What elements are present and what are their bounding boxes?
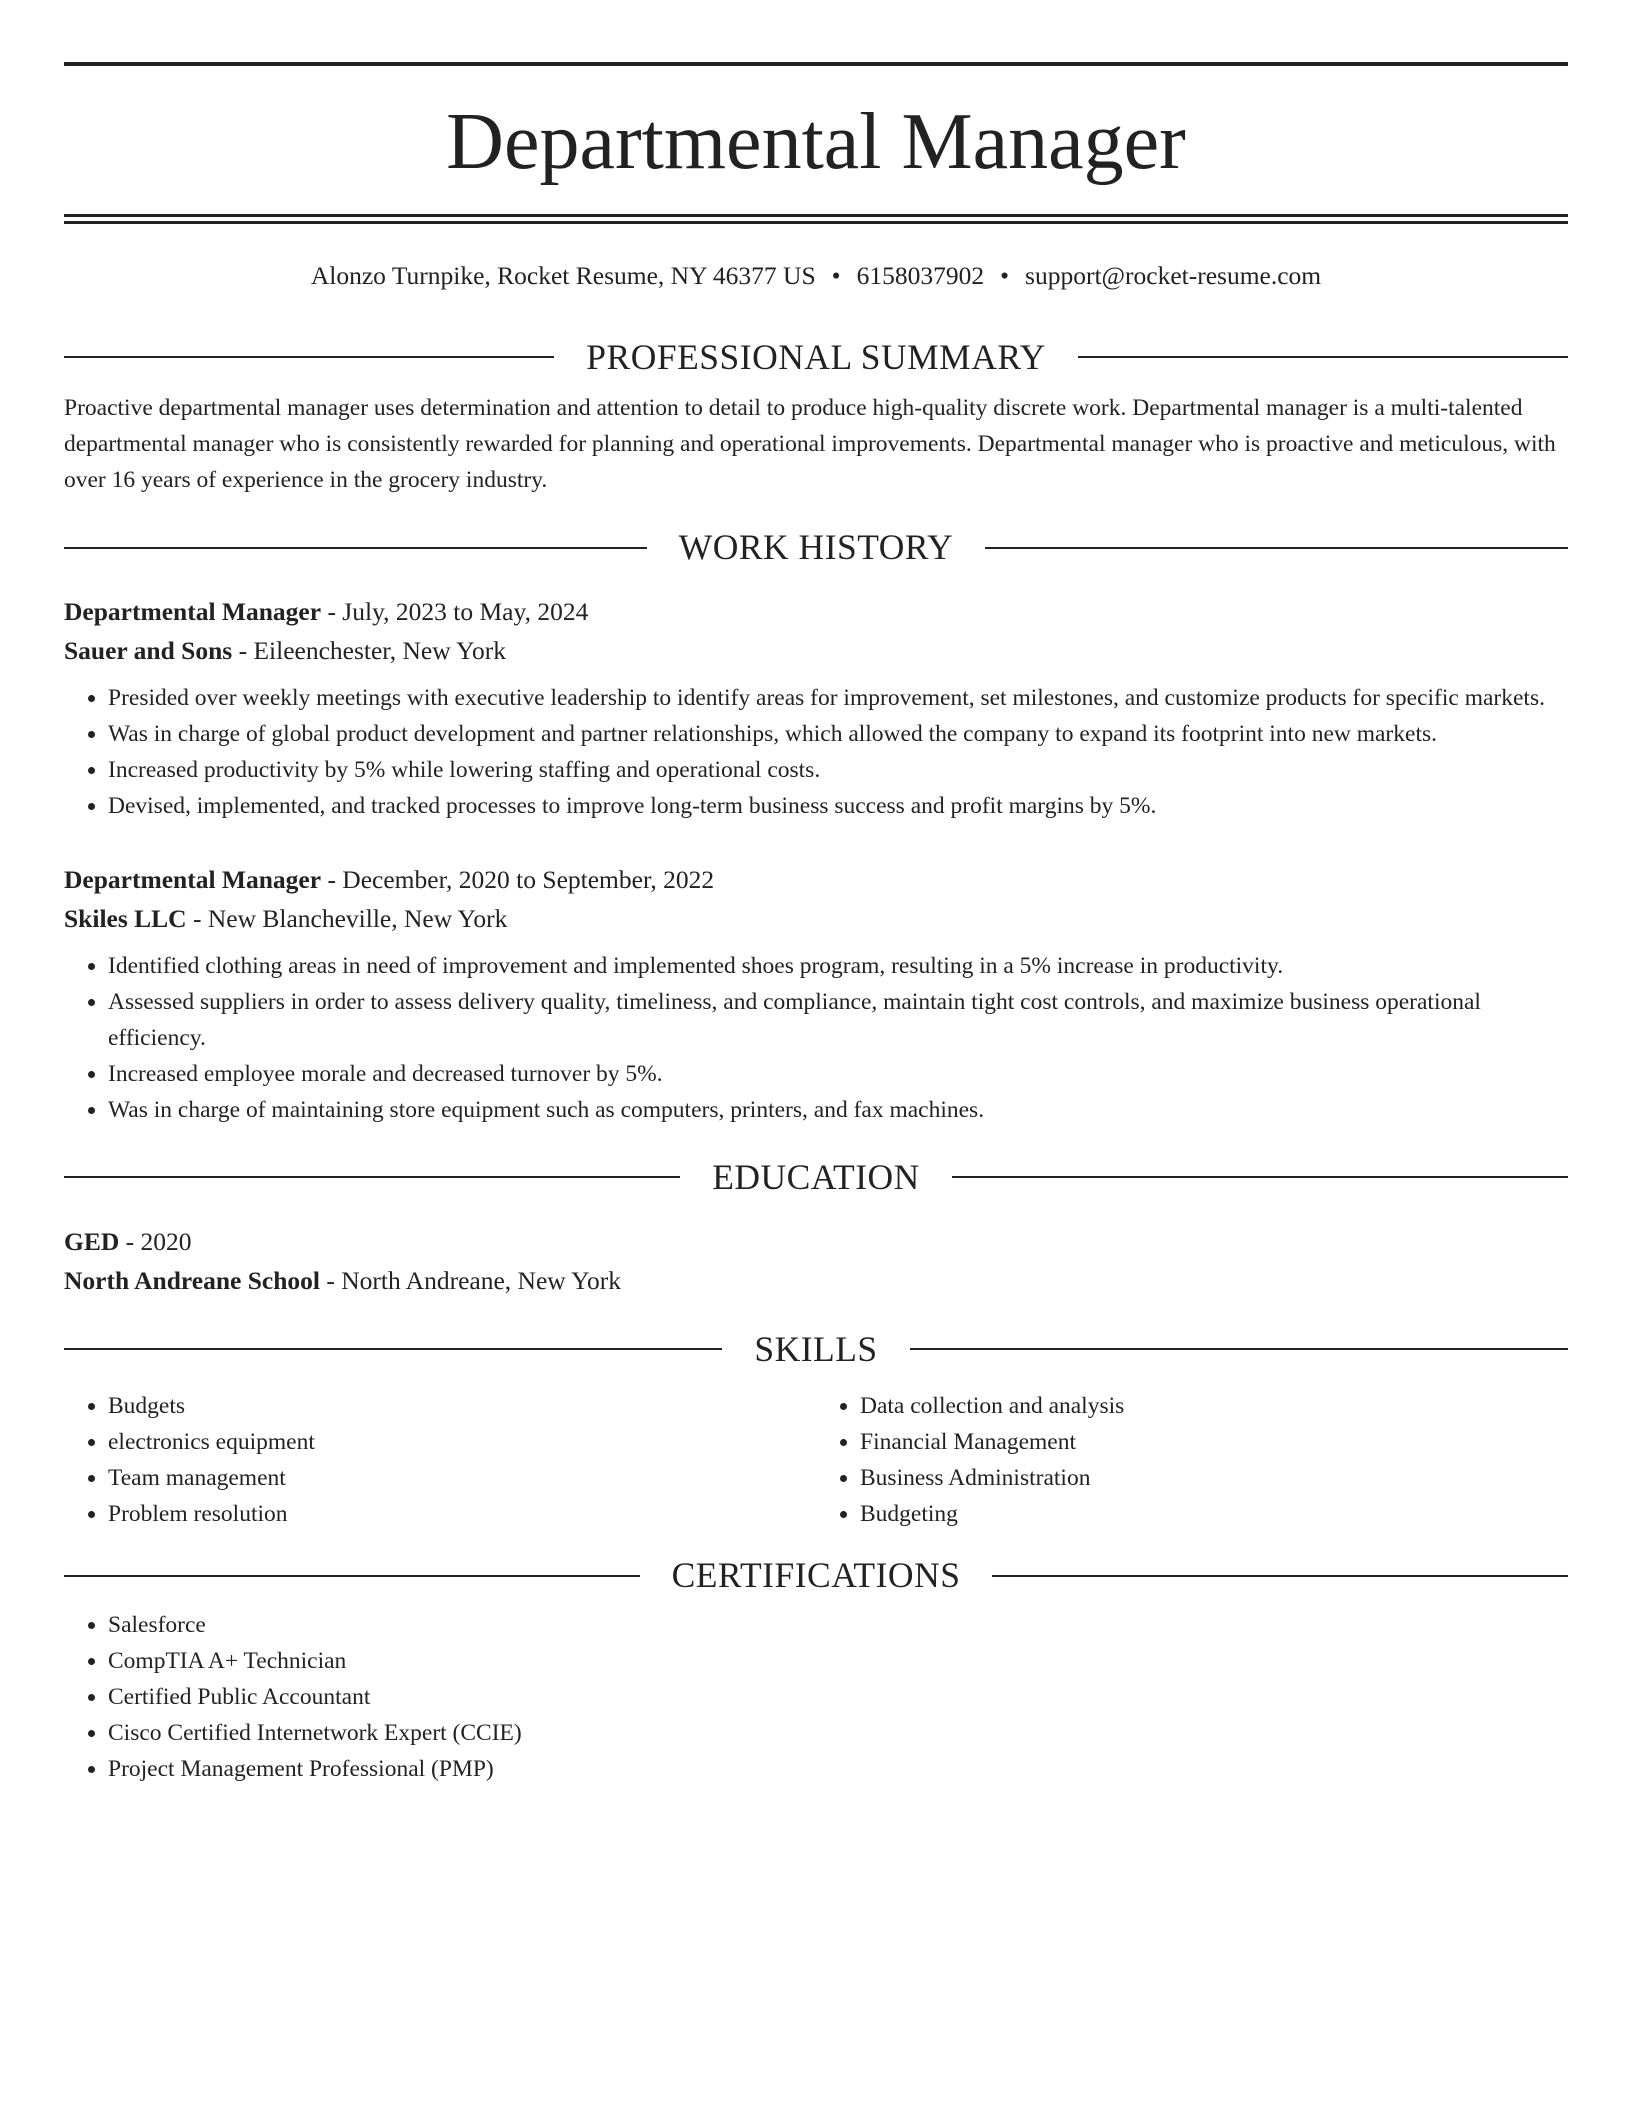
skills-list-left — [64, 1388, 816, 1532]
job-title-line — [64, 592, 1568, 631]
section-heading-label: PROFESSIONAL SUMMARY — [586, 336, 1046, 377]
contact-separator: • — [831, 261, 841, 290]
section-heading-label: SKILLS — [754, 1328, 878, 1369]
list-item: • Devised, implemented, and tracked processes to improve long-term business success and profit margins by 5%. — [108, 788, 1568, 824]
list-item: • Was in charge of maintaining store equipment such as computers, printers, and fax machines. — [108, 1092, 1568, 1128]
section-heading-label: EDUCATION — [712, 1157, 920, 1198]
job-title: Departmental Manager — [64, 597, 322, 627]
contact-email: support@rocket-resume.com — [1025, 261, 1322, 290]
job-title-line — [64, 860, 1568, 899]
top-rule — [64, 62, 1568, 66]
list-item: • Increased productivity by 5% while lowering staffing and operational costs. — [108, 752, 1568, 788]
skill-item: • Budgeting — [860, 1496, 1568, 1532]
education-degree: GED — [64, 1226, 120, 1256]
job-entry — [64, 592, 1568, 824]
certification-item: • Project Management Professional (PMP) — [108, 1751, 1568, 1787]
contact-address: Alonzo Turnpike, Rocket Resume, NY 46377 US — [310, 261, 816, 290]
section-heading-label: WORK HISTORY — [678, 527, 954, 568]
job-bullets — [64, 680, 1568, 824]
contact-phone: 6158037902 — [856, 261, 985, 290]
section-heading-work-history — [64, 526, 1568, 569]
education-entry — [64, 1222, 1568, 1300]
section-heading-certifications — [64, 1554, 1568, 1597]
section-heading-label: CERTIFICATIONS — [671, 1555, 961, 1596]
list-item: • Identified clothing areas in need of improvement and implemented shoes program, resulting in a 5% increase in productivity. — [108, 948, 1568, 984]
skill-item: • Financial Management — [860, 1424, 1568, 1460]
job-company-line — [64, 631, 1568, 670]
job-bullets — [64, 948, 1568, 1128]
job-company: Sauer and Sons — [64, 636, 233, 666]
education-location: - North Andreane, New York — [326, 1265, 621, 1295]
skills-list-right — [816, 1388, 1568, 1532]
education-school: North Andreane School — [64, 1265, 320, 1295]
list-item: • Assessed suppliers in order to assess delivery quality, timeliness, and compliance, maintain tight cost controls, and maximize business operational efficiency. — [108, 984, 1568, 1056]
section-heading-skills — [64, 1328, 1568, 1371]
job-title: Departmental Manager — [64, 865, 322, 895]
job-company-line — [64, 899, 1568, 938]
job-location: - Eileenchester, New York — [238, 636, 506, 666]
skill-item: • Business Administration — [860, 1460, 1568, 1496]
section-heading-summary — [64, 336, 1568, 379]
contact-line — [64, 260, 1568, 292]
list-item: • Presided over weekly meetings with executive leadership to identify areas for improvement, set milestones, and customize products for specific markets. — [108, 680, 1568, 716]
certification-item: • Certified Public Accountant — [108, 1679, 1568, 1715]
certification-item: • Salesforce — [108, 1607, 1568, 1643]
job-dates: - July, 2023 to May, 2024 — [327, 597, 589, 627]
skill-item: • Problem resolution — [108, 1496, 816, 1532]
job-dates: - December, 2020 to September, 2022 — [327, 865, 715, 895]
certifications-list — [64, 1607, 1568, 1787]
certification-item: • Cisco Certified Internetwork Expert (CCIE) — [108, 1715, 1568, 1751]
education-degree-line — [64, 1222, 1568, 1261]
education-school-line — [64, 1261, 1568, 1300]
list-item: • Increased employee morale and decreased turnover by 5%. — [108, 1056, 1568, 1092]
job-entry — [64, 860, 1568, 1128]
contact-separator: • — [1000, 261, 1010, 290]
page-title: Departmental Manager — [446, 98, 1186, 186]
list-item: • Was in charge of global product development and partner relationships, which allowed the company to expand its footprint into new markets. — [108, 716, 1568, 752]
title-double-rule — [64, 214, 1568, 224]
summary-text: Proactive departmental manager uses determination and attention to detail to produce high-quality discrete work. Departmental manager is a multi-talented departmental manager who is consistently rewarded for planning and operational improvements. Departmental manager who is proactive and meticulous, with over 16 years of experience in the grocery industry. — [64, 395, 1556, 494]
education-year: - 2020 — [125, 1226, 192, 1256]
job-location: - New Blancheville, New York — [192, 904, 508, 934]
skills-grid — [64, 1388, 1568, 1532]
skill-item: • Data collection and analysis — [860, 1388, 1568, 1424]
section-heading-education — [64, 1156, 1568, 1199]
job-company: Skiles LLC — [64, 904, 187, 934]
skill-item: • electronics equipment — [108, 1424, 816, 1460]
skill-item: • Team management — [108, 1460, 816, 1496]
certification-item: • CompTIA A+ Technician — [108, 1643, 1568, 1679]
skill-item: • Budgets — [108, 1388, 816, 1424]
